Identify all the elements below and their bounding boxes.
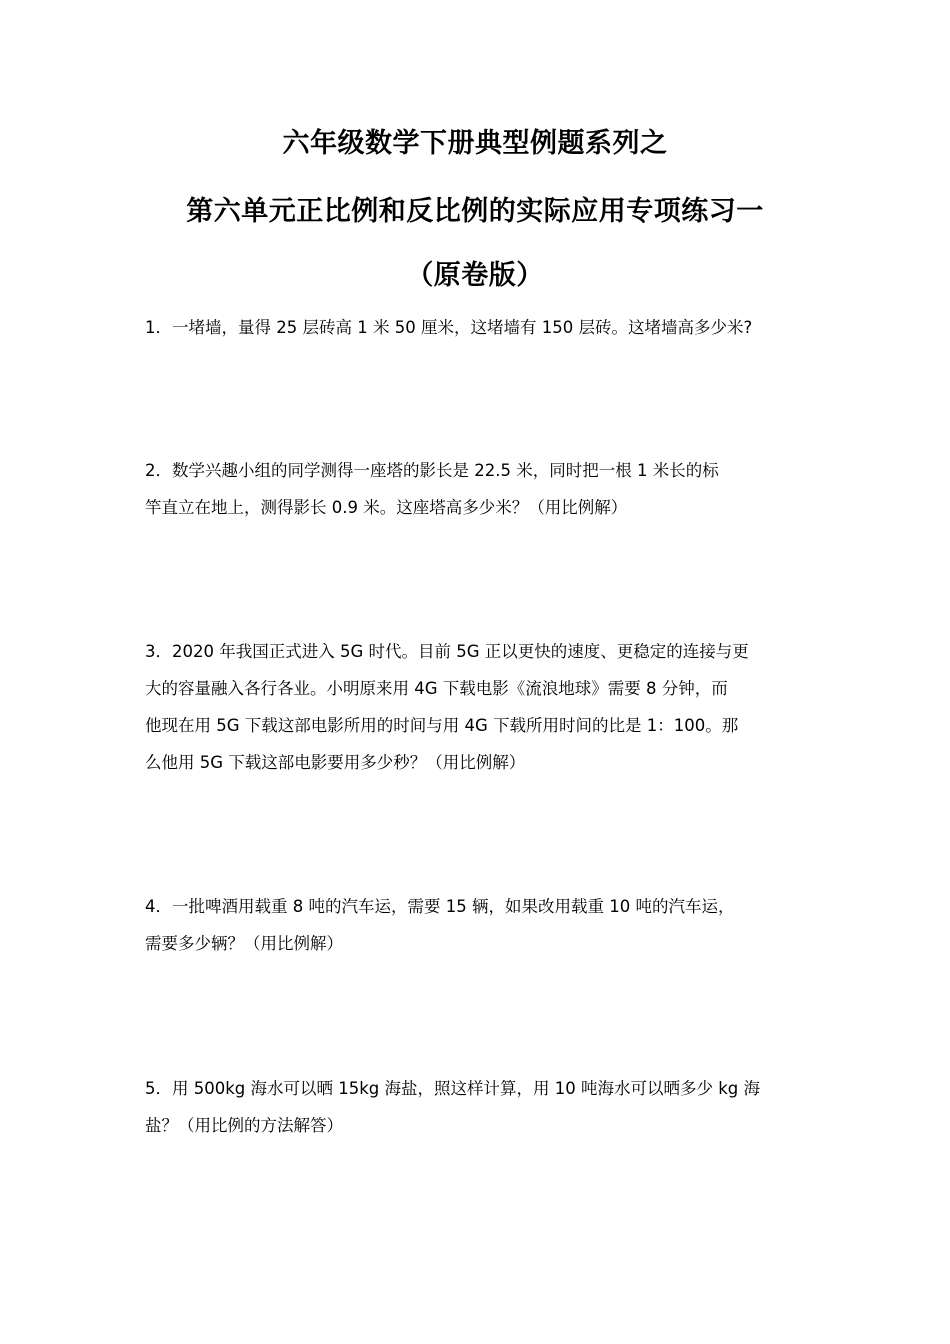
question-text-line: 竿直立在地上，测得影长 0.9 米。这座塔高多少米？（用比例解） [145,498,628,517]
title-line-3: （原卷版） [406,260,544,291]
question-text-line: 5．用 500kg 海水可以晒 15kg 海盐，照这样计算，用 10 吨海水可以晒多少 kg 海 [145,1079,761,1098]
question-text-line: 3．2020 年我国正式进入 5G 时代。目前 5G 正以更快的速度、更稳定的连接与更 [145,642,749,661]
question-text-line: 么他用 5G 下载这部电影要用多少秒？（用比例解） [145,753,526,772]
question-2 [145,452,813,526]
title-line-1: 六年级数学下册典型例题系列之 [282,128,668,159]
question-text-line: 1．一堵墙，量得 25 层砖高 1 米 50 厘米，这堵墙有 150 层砖。这堵墙高多少米? [145,318,753,337]
question-text-line: 盐？（用比例的方法解答） [145,1116,343,1135]
question-text-line: 需要多少辆？（用比例解） [145,934,343,953]
question-text-line: 4．一批啤酒用载重 8 吨的汽车运，需要 15 辆，如果改用载重 10 吨的汽车运， [145,897,735,916]
question-4 [145,888,813,962]
question-text-line: 2．数学兴趣小组的同学测得一座塔的影长是 22.5 米，同时把一根 1 米长的标 [145,461,719,480]
question-text-line: 他现在用 5G 下载这部电影所用的时间与用 4G 下载所用时间的比是 1：100。那 [145,716,739,735]
title-line-2: 第六单元正比例和反比例的实际应用专项练习一 [186,196,764,227]
question-text-line: 大的容量融入各行各业。小明原来用 4G 下载电影《流浪地球》需要 8 分钟，而 [145,679,728,698]
question-1 [145,309,813,346]
question-3 [145,633,813,781]
question-5 [145,1070,813,1144]
